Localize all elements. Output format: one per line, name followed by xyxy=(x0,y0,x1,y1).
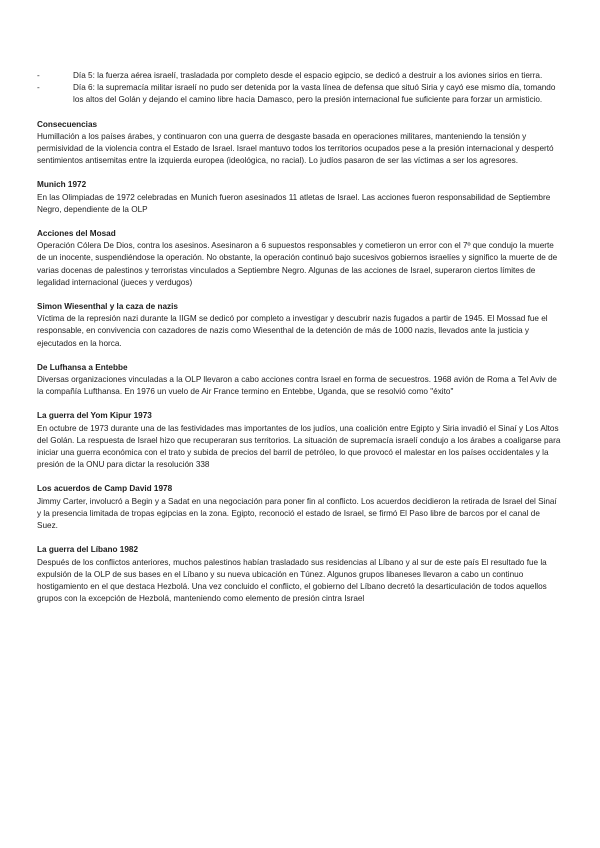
section-heading: La guerra del Yom Kipur 1973 xyxy=(37,411,152,421)
section-heading: La guerra del Líbano 1982 xyxy=(37,545,139,555)
section-body: Diversas organizaciones vinculadas a la OLP llevaron a cabo acciones contra Israel en forma de secuestros. 1968 avión de Roma a Tel Aviv de la compañía Lufthansa. En 1976 un vuelo de Air France termino en Entebbe, Uganda, que se resolvió como "éxito" xyxy=(37,375,557,397)
section-body: Jimmy Carter, involucró a Begin y a Sadat en una negociación para poner fin al conflicto. Los acuerdos decidieron la retirada de Israel del Sinaí y la presencia limitada de tropas egipcias en la zona. Egipto, reconoció el estado de Israel, se firmó El Paso libre de barcos por el canal de Suez. xyxy=(37,496,557,531)
bullet-text: Día 6: la supremacía militar israelí no pudo ser detenida por la vasta línea de defensa que situó Siria y cayó ese mismo día, tomando los altos del Golán y dejando el camino libre hacia Damasco, pero la presión internacional fue suficiente para forzar un armisticio. xyxy=(73,83,556,105)
document-page xyxy=(37,70,563,605)
section-body: Después de los conflictos anteriores, muchos palestinos habían trasladado sus residencias al Líbano y al sur de este país El resultado fue la expulsión de la OLP de sus bases en el Líbano y su nueva ubicación en Túnez. Algunos grupos libaneses llevaron a cabo un continuo hostigamiento en el que destaca Hezbolá. Una vez concluido el conflicto, el gobierno del Líbano decretó la desarticulación de todos aquellos grupos con la excepción de Hezbolá, manteniendo como elemento de presión cintra Israel xyxy=(37,557,547,604)
section-heading: Munich 1972 xyxy=(37,180,87,190)
section-lufhansa-entebbe xyxy=(37,362,563,399)
bullet-text: Día 5: la fuerza aérea israelí, trasladada por completo desde el espacio egipcio, se dedicó a destruir a los aviones sirios en tierra. xyxy=(73,71,543,80)
section-body: Operación Cólera De Dios, contra los asesinos. Asesinaron a 6 supuestos responsables y cometieron un error con el 7º que condujo la muerte de un inocente, suspendiéndose la operación. No obstante, la operación continuó bajo sucesivos gobiernos israelíes y significo la muerte de de varias docenas de palestinos y terroristas vinculados a Septiembre Negro. Algunas de las acciones de Israel, superaron ciertos límites de legalidad internacional (jueces y verdugos) xyxy=(37,241,558,287)
section-acciones-mosad xyxy=(37,228,563,289)
section-heading: De Lufhansa a Entebbe xyxy=(37,362,128,372)
bullet-item xyxy=(37,70,563,82)
section-heading: Consecuencias xyxy=(37,119,98,129)
bullet-dash: - xyxy=(37,71,40,80)
section-body: En las Olimpiadas de 1972 celebradas en Munich fueron asesinados 11 atletas de Israel. Las acciones fueron responsabilidad de Septiembre Negro, dependiente de la OLP xyxy=(37,192,551,214)
section-yom-kipur xyxy=(37,410,563,471)
section-heading: Los acuerdos de Camp David 1978 xyxy=(37,484,173,494)
bullet-dash: - xyxy=(37,83,40,93)
section-body: En octubre de 1973 durante una de las festividades mas importantes de los judíos, una coalición entre Egipto y Siria invadió el Sinaí y Los Altos del Golán. La respuesta de Israel hizo que recuperaran sus territorios. La situación de supremacía israelí condujo a los árabes a coaligarse para iniciar una guerra económica con el trato y subida de precios del barril de petróleo, lo que provocó el malestar en los países occidentales y la presión de la ONU para dictar la resolución 338 xyxy=(37,423,561,470)
section-consecuencias xyxy=(37,119,563,168)
section-munich-1972 xyxy=(37,179,563,216)
bullet-item xyxy=(37,82,563,106)
section-heading: Simon Wiesenthal y la caza de nazis xyxy=(37,302,178,312)
section-camp-david xyxy=(37,483,563,532)
section-wiesenthal xyxy=(37,301,563,350)
section-guerra-libano xyxy=(37,544,563,605)
section-body: Humillación a los países árabes, y continuaron con una guerra de desgaste basada en operaciones militares, manteniendo la tensión y permisividad de la violencia contra el Estado de Israel. Israel mantuvo todos los territorios ocupados pese a la presión internacional y despertó sentimientos antisemitas entre la izquierda europea (ideológica, no racial). Lo judíos pasaron de ser las víctimas a ser los agresores. xyxy=(37,131,554,166)
section-heading: Acciones del Mosad xyxy=(37,229,116,239)
section-body: Víctima de la represión nazi durante la IIGM se dedicó por completo a investigar y descubrir nazis fugados a partir de 1945. El Mossad fue el responsable, en convivencia con cazadores de nazis como Wiesenthal de la detención de más de 1000 nazis, llevados ante la justicia y ejecutados en la horca. xyxy=(37,314,548,348)
